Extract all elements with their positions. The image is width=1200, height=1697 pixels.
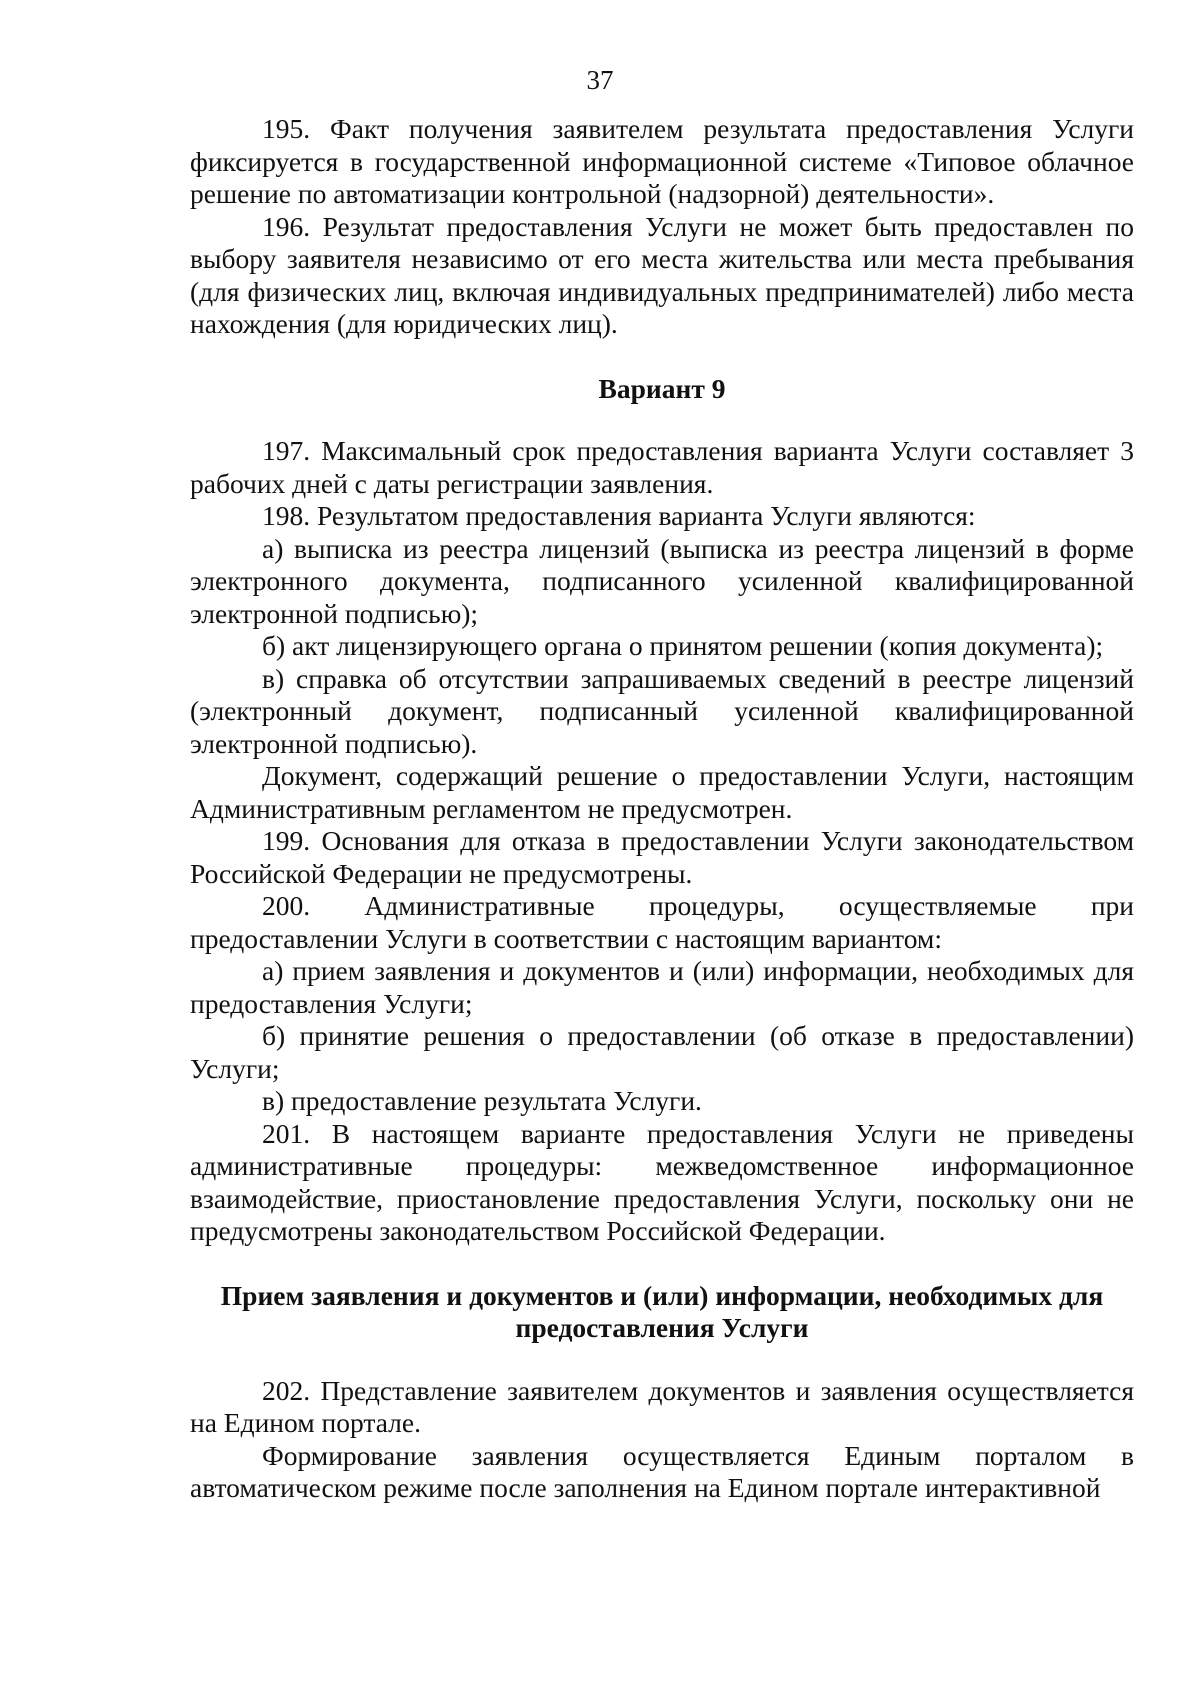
- paragraph: 196. Результат предоставления Услуги не может быть предоставлен по выбору заявителя независимо от его места жительства или места пребывания (для физических лиц, включая индивидуальных предпринимателей) либо места нахождения (для юридических лиц).: [190, 210, 1134, 339]
- page-number: 37: [586, 65, 614, 95]
- paragraph: Формирование заявления осуществляется Единым порталом в автоматическом режиме после заполнения на Едином портале интерактивной: [190, 1439, 1134, 1503]
- paragraph: в) справка об отсутствии запрашиваемых сведений в реестре лицензий (электронный документ, подписанный усиленной квалифицированной электронной подписью).: [190, 662, 1134, 759]
- paragraph: 195. Факт получения заявителем результата предоставления Услуги фиксируется в государственной информационной системе «Типовое облачное решение по автоматизации контрольной (надзорной) деятельности».: [190, 113, 1134, 209]
- paragraph: б) акт лицензирующего органа о принятом решении (копия документа);: [262, 630, 1104, 661]
- paragraph: в) предоставление результата Услуги.: [262, 1085, 702, 1116]
- paragraph: 199. Основания для отказа в предоставлении Услуги законодательством Российской Федерации не предусмотрены.: [190, 825, 1134, 889]
- paragraph: б) принятие решения о предоставлении (об отказе в предоставлении) Услуги;: [190, 1020, 1134, 1084]
- paragraph: Документ, содержащий решение о предоставлении Услуги, настоящим Административным регламентом не предусмотрен.: [190, 760, 1134, 824]
- paragraph: 200. Административные процедуры, осуществляемые при предоставлении Услуги в соответствии с настоящим вариантом:: [190, 890, 1134, 954]
- paragraph: 202. Представление заявителем документов и заявления осуществляется на Едином портале.: [190, 1374, 1134, 1438]
- paragraph: 197. Максимальный срок предоставления варианта Услуги составляет 3 рабочих дней с даты регистрации заявления.: [190, 435, 1134, 499]
- section-heading: Вариант 9: [598, 372, 726, 404]
- paragraph: а) прием заявления и документов и (или) информации, необходимых для предоставления Услуги;: [190, 955, 1134, 1019]
- document-body: [190, 113, 1134, 1505]
- section-heading: Прием заявления и документов и (или) информации, необходимых для предоставления Услуги: [220, 1279, 1104, 1343]
- paragraph: 198. Результатом предоставления варианта Услуги являются:: [262, 500, 976, 531]
- paragraph: 201. В настоящем варианте предоставления Услуги не приведены административные процедуры: межведомственное информационное взаимодействие, приостановление предоставления Услуги, поскольку они не предусмотрены законодательством Российской Федерации.: [190, 1117, 1134, 1246]
- paragraph: а) выписка из реестра лицензий (выписка из реестра лицензий в форме электронного документа, подписанного усиленной квалифицированной электронной подписью);: [190, 532, 1134, 629]
